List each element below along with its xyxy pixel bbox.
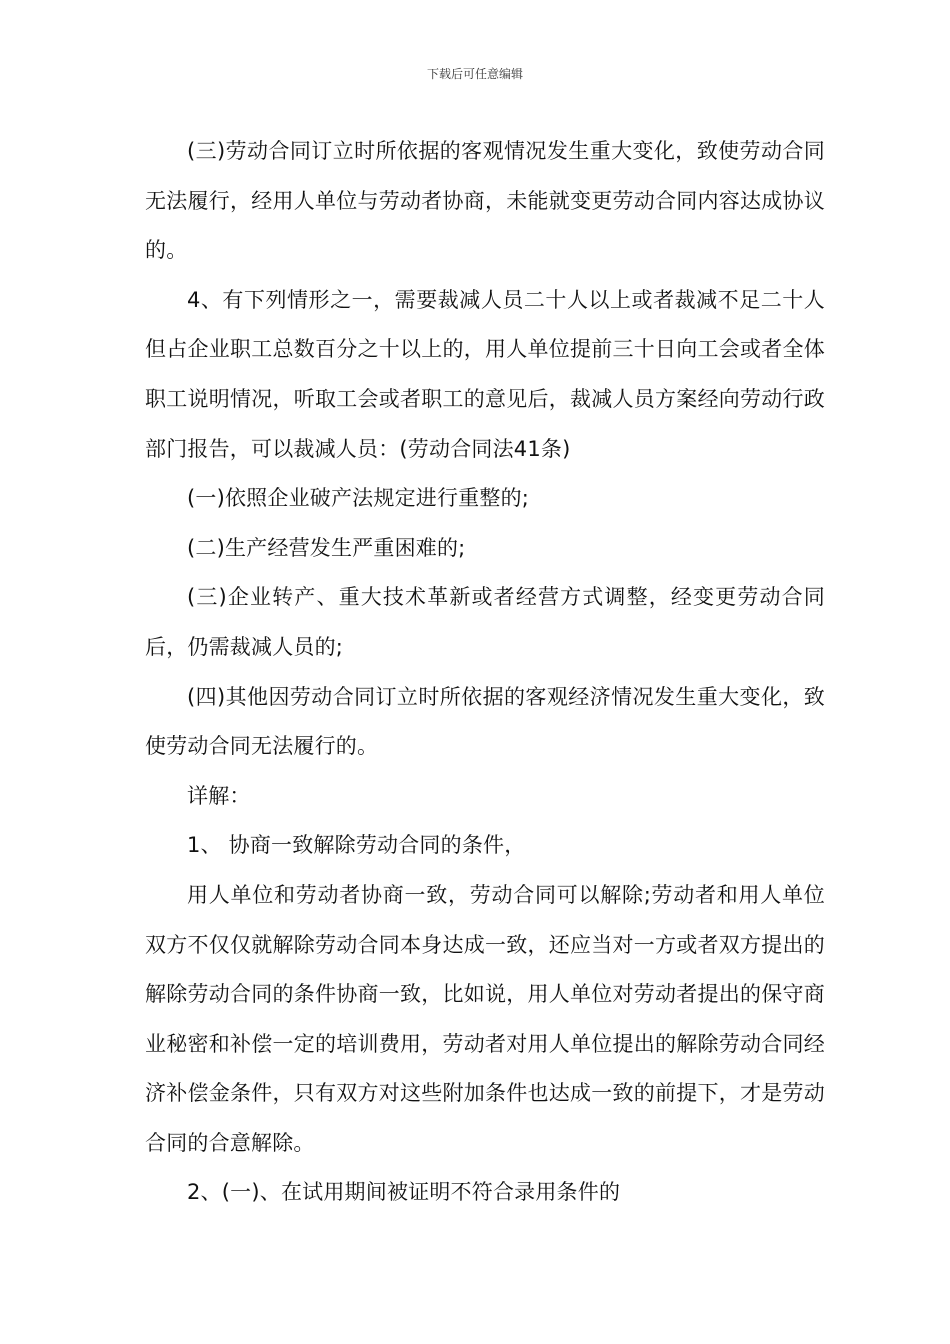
- paragraph-8: 1、 协商一致解除劳动合同的条件，: [187, 833, 526, 858]
- page-header: 下载后可任意编辑: [426, 67, 523, 81]
- paragraph-7: 详解：: [187, 783, 251, 808]
- paragraph-5: (三)企业转产、重大技术革新或者经营方式调整，经变更劳动合同后，仍需裁减人员的;: [145, 585, 825, 659]
- paragraph-2: 4、有下列情形之一，需要裁减人员二十人以上或者裁减不足二十人但占企业职工总数百分之十以上的，用人单位提前三十日向工会或者全体职工说明情况，听取工会或者职工的意见后，裁减人员方案经向劳动行政部门报告，可以裁减人员：(劳动合同法41条): [145, 287, 825, 461]
- document-body: [145, 127, 825, 1218]
- paragraph-3: (一)依照企业破产法规定进行重整的;: [187, 486, 530, 511]
- paragraph-10: 2、(一)、在试用期间被证明不符合录用条件的: [187, 1180, 621, 1205]
- paragraph-6: (四)其他因劳动合同订立时所依据的客观经济情况发生重大变化，致使劳动合同无法履行的。: [145, 684, 825, 759]
- paragraph-1: (三)劳动合同订立时所依据的客观情况发生重大变化，致使劳动合同无法履行，经用人单位与劳动者协商，未能就变更劳动合同内容达成协议的。: [145, 139, 825, 263]
- paragraph-9: 用人单位和劳动者协商一致，劳动合同可以解除;劳动者和用人单位双方不仅仅就解除劳动合同本身达成一致，还应当对一方或者双方提出的解除劳动合同的条件协商一致，比如说，用人单位对劳动者提出的保守商业秘密和补偿一定的培训费用，劳动者对用人单位提出的解除劳动合同经济补偿金条件，只有双方对这些附加条件也达成一致的前提下，才是劳动合同的合意解除。: [145, 882, 825, 1155]
- paragraph-4: (二)生产经营发生严重困难的;: [187, 535, 466, 560]
